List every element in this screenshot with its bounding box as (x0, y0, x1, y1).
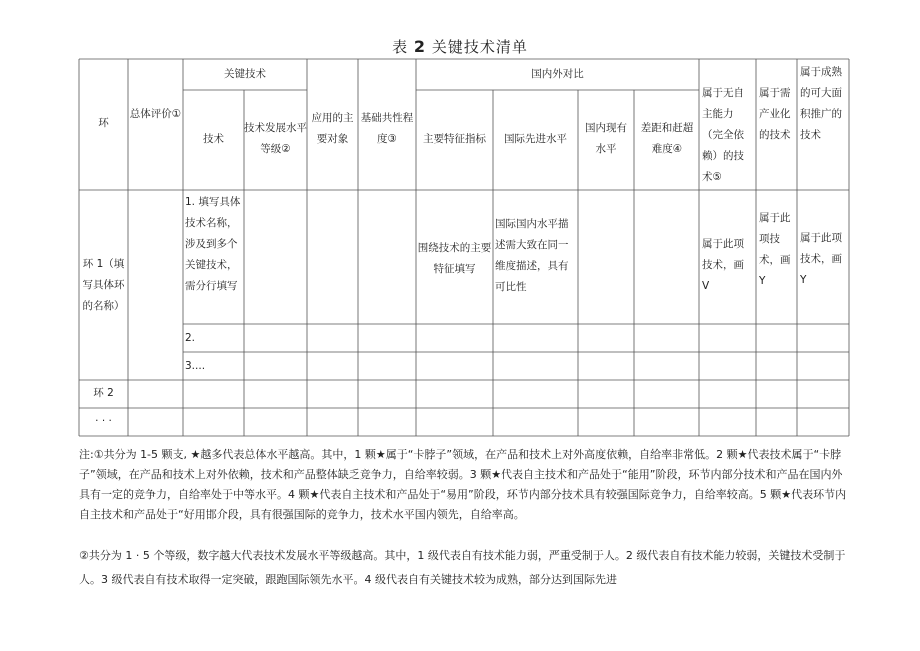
header-needs-industrialization: 属于需产业化的技术 (759, 87, 791, 141)
row1-intl: 国际国内水平描述需大致在同一维度描述，具有可比性 (495, 218, 569, 293)
note-2: ②共分为 1 · 5 个等级，数字越大代表技术发展水平等级越高。其中，1 级代表自有技术能力弱，严重受制于人。2 级代表自有技术能力较弱，关键技术受制于人。3 级代表自有技术取得一定突破，跟跑国际领先水平。4 级代表自有关键技术较为成熟，部分达到国际先进 (79, 549, 846, 586)
header-key-tech: 关键技术 (224, 68, 266, 80)
row1-needs-industrial: 属于此项技术，画 Y (759, 212, 791, 287)
header-main-features: 主要特征指标 (423, 133, 486, 145)
page-title: 表 2 关键技术清单 (392, 37, 528, 56)
header-tech: 技术 (203, 133, 224, 145)
header-gap: 差距和赶超难度④ (640, 122, 694, 155)
header-tech-level: 技术发展水平等级② (244, 122, 307, 155)
row2-huan: 环 2 (93, 387, 114, 399)
header-basic-common: 基础共性程度③ (360, 112, 414, 145)
row1-tech3: 3.... (185, 360, 206, 372)
header-intl-advanced: 国际先进水平 (504, 133, 567, 145)
row1-mature: 属于此项技术，画 Y (800, 232, 842, 286)
header-huan: 环 (98, 117, 109, 129)
note-1: 注:①共分为 1-5 颗支, ★越多代表总体水平越高。其中，1 颗★属于“卡脖子”领域，在产品和技术上对外高度依赖，自给率非常低。2 颗★代表技术属于“卡脖子”领域，在产品和技术上对外依赖，技术和产品整体缺乏竞争力，自给率较弱。3 颗★代表自主技术和产品处于“能用”阶段，环节内部分技术和产品在国内外具有一定的竞争力，自给率处于中等水平。4 颗★代表自主技术和产品处于“易用”阶段，环节内部分技术具有较强国际竞争力，自给率较高。5 颗★代表环节内自主技术和产品处于“好用邯介段，具有很强国际的竞争力，技术水平国内领先，自给率高。 (79, 448, 847, 521)
row1-tech2: 2. (185, 332, 196, 344)
header-domestic-level: 国内现有水平 (585, 122, 627, 155)
header-domestic-foreign: 国内外对比 (531, 68, 584, 80)
row1-features: 围绕技术的主要特征填写 (417, 242, 492, 275)
header-no-self-ability: 属于无自主能力（完全依赖）的技术⑤ (702, 87, 744, 183)
header-app-object: 应用的主要对象 (311, 112, 354, 145)
header-mature-tech: 属于成熟的可大面积推广的技术 (800, 66, 842, 141)
row1-tech1: 1. 填写具体技术名称，涉及到多个关键技术，需分行填写 (185, 196, 241, 292)
row1-huan: 环 1（填写具体环的名称） (82, 258, 125, 312)
row3-huan: · · · (95, 415, 112, 427)
row1-no-self: 属于此项技术，画 V (702, 238, 744, 292)
header-overall-rating: 总体评价① (129, 108, 182, 120)
